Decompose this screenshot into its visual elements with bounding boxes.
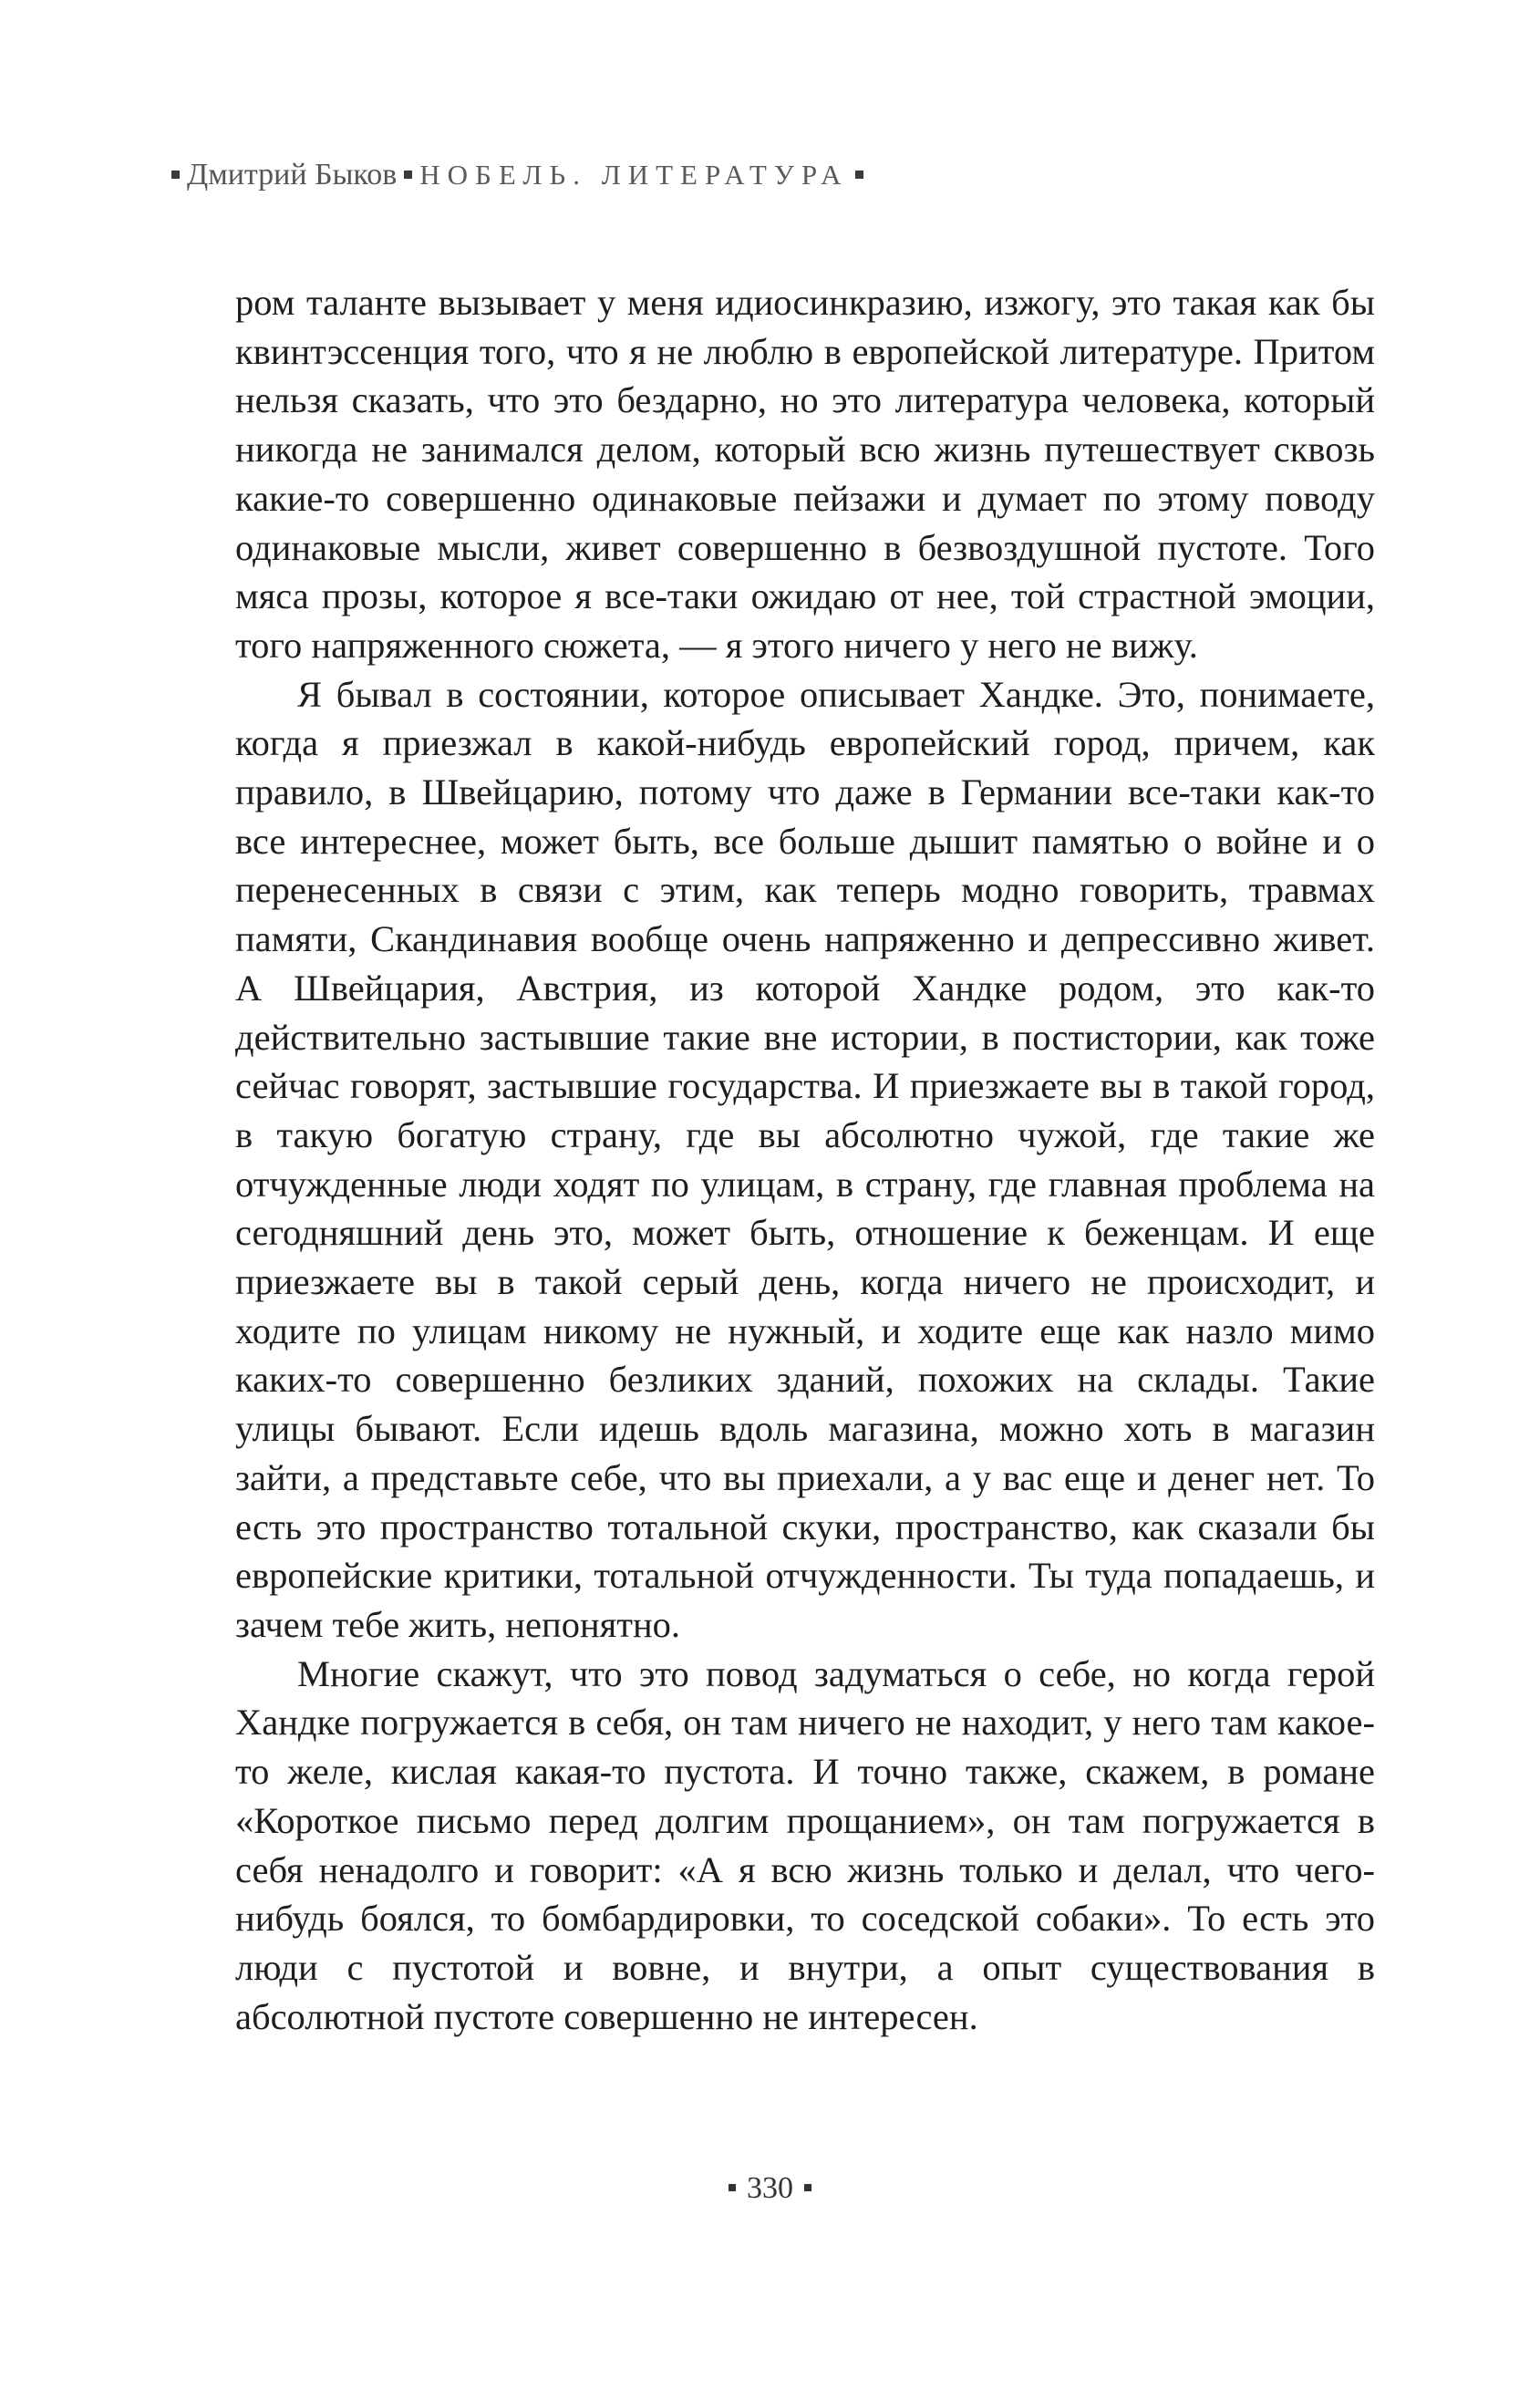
body-text	[235, 278, 1375, 2041]
folio-bullet	[729, 2184, 736, 2191]
paragraph: ром таланте вызывает у меня идиосинкразию, изжогу, это такая как бы квинтэссенция того, что я не люблю в европейской литературе. Притом нельзя сказать, что это бездарно, но это литература человека, который никогда не занимался делом, который всю жизнь путешествует сквозь какие-то совершенно одинаковые пейзажи и думает по этому поводу одинаковые мысли, живет совершенно в безвоздушной пустоте. Того мяса прозы, которое я все-таки ожидаю от нее, той страстной эмоции, того напряженного сюжета, — я этого ничего у него не вижу.	[235, 282, 1375, 666]
paragraph: Я бывал в состоянии, которое описывает Хандке. Это, понимаете, когда я приезжал в какой-нибудь европейский город, причем, как правило, в Швейцарию, потому что даже в Германии все-таки как-то все интереснее, может быть, все больше дышит памятью о войне и о перенесенных в связи с этим, как теперь модно говорить, травмах памяти, Скандинавия вообще очень напряженно и депрессивно живет. А Швейцария, Австрия, из которой Хандке родом, это как-то действительно застывшие такие вне истории, в постистории, как тоже сейчас говорят, застывшие государства. И приезжаете вы в такой город, в такую богатую страну, где вы абсолютно чужой, где такие же отчужденные люди ходят по улицам, в страну, где главная проблема на сегодняшний день это, может быть, отношение к беженцам. И еще приезжаете вы в такой серый день, когда ничего не происходит, и ходите по улицам никому не нужный, и ходите еще как назло мимо каких-то совершенно безликих зданий, похожих на склады. Такие улицы бывают. Если идешь вдоль магазина, можно хоть в магазин зайти, а представьте себе, что вы приехали, а у вас еще и денег нет. То есть это пространство тотальной скуки, пространство, как сказали бы европейские критики, тотальной отчужденности. Ты туда попадаешь, и зачем тебе жить, непонятно.	[235, 673, 1375, 1645]
running-head	[171, 155, 1375, 195]
header-bullet	[855, 171, 863, 179]
page-number-value: 330	[747, 2171, 793, 2205]
page-number	[0, 2168, 1540, 2209]
paragraph: Многие скажут, что это повод задуматься о себе, но когда герой Хандке погружается в себя, он там ничего не находит, у него там какое-то желе, кислая какая-то пустота. И точно также, скажем, в романе «Короткое письмо перед долгим прощанием», он там погружается в себя ненадолго и говорит: «А я всю жизнь только и делал, что чего-нибудь боялся, то бомбардировки, то соседской собаки». То есть это люди с пустотой и вовне, и внутри, а опыт существования в абсолютной пустоте совершенно не интересен.	[235, 1652, 1375, 2037]
header-bullet	[404, 171, 412, 179]
header-book-title: НОБЕЛЬ. ЛИТЕРАТУРА	[419, 159, 849, 191]
folio-bullet	[804, 2184, 811, 2191]
header-bullet	[171, 171, 180, 179]
header-author: Дмитрий Быков	[187, 158, 398, 191]
